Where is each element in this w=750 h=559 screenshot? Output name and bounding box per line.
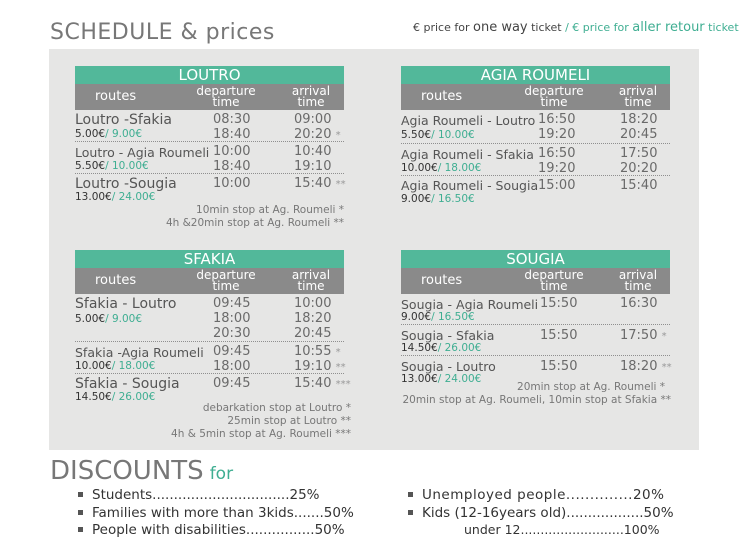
price-legend [413, 20, 739, 35]
table-columns [75, 268, 344, 294]
arrival-time: 17:50 [620, 146, 658, 161]
col-routes: routes [421, 273, 463, 288]
col-arrival: arrival time [291, 84, 331, 109]
table-row [75, 174, 344, 206]
footnote: 20min stop at Ag. Roumeli * [517, 381, 665, 393]
route-name: Sougia - Loutro [401, 359, 496, 374]
route-name: Sougia - Sfakia [401, 328, 495, 343]
table-columns [75, 84, 344, 110]
departure-time: 20:30 [213, 326, 251, 341]
route-name: Loutro -Sfakia [75, 112, 172, 128]
discount-item: Kids (12-16years old)..................50% [408, 505, 674, 521]
bullet-icon [78, 527, 83, 532]
route-price: 10.00€/ 18.00€ [75, 360, 156, 372]
arrival-time: 15:40 [620, 178, 658, 193]
discount-item: Unemployed people..............20% [408, 487, 664, 503]
col-arrival: arrival time [618, 84, 658, 109]
legend-return: € price for aller retour ticket [572, 20, 739, 35]
discount-item: Students................................25% [78, 487, 320, 503]
departure-time: 10:00 [213, 144, 251, 159]
footnote: 4h &20min stop at Ag. Roumeli ** [165, 217, 344, 229]
route-price: 9.00€/ 16.50€ [401, 311, 475, 323]
legend-one-way: € price for one way ticket [413, 20, 566, 35]
table-row [75, 294, 344, 342]
table-row [401, 144, 670, 176]
bullet-icon [78, 492, 83, 497]
route-name: Sfakia - Sougia [75, 376, 180, 392]
legend-separator: / [565, 21, 573, 34]
arrival-time: 18:20 [620, 112, 658, 127]
arrival-time: 18:20 [294, 311, 332, 326]
arrival-time: 20:20 [620, 161, 658, 176]
col-routes: routes [95, 273, 137, 288]
discounts-title: DISCOUNTS for [50, 456, 234, 486]
route-price: 9.00€/ 16.50€ [401, 193, 475, 205]
route-name: Agia Roumeli - Sougia [401, 178, 539, 193]
departure-time: 16:50 [538, 146, 576, 161]
arrival-time: 19:10 ** [294, 359, 346, 374]
table-row [401, 176, 670, 208]
table-title: SOUGIA [401, 250, 670, 268]
departure-time: 18:00 [213, 359, 251, 374]
table-loutro [75, 66, 344, 206]
departure-time: 15:00 [538, 178, 576, 193]
route-price: 13.00€/ 24.00€ [401, 373, 482, 385]
page-title: SCHEDULE & prices [50, 20, 275, 45]
arrival-time: 20:45 [294, 326, 332, 341]
table-row [75, 342, 344, 374]
departure-time: 09:45 [213, 376, 251, 391]
route-price: 5.50€/ 10.00€ [401, 129, 475, 141]
col-departure: departure time [524, 84, 584, 109]
departure-time: 18:40 [213, 127, 251, 142]
route-name: Sougia - Agia Roumeli [401, 297, 539, 312]
route-price: 14.50€/ 26.00€ [75, 391, 156, 403]
arrival-time: 10:40 [294, 144, 332, 159]
table-title: LOUTRO [75, 66, 344, 84]
arrival-time: 16:30 [620, 296, 658, 311]
route-price: 14.50€/ 26.00€ [401, 342, 482, 354]
table-row [75, 110, 344, 142]
route-name: Agia Roumeli - Sfakia [401, 147, 534, 162]
col-departure: departure time [524, 268, 584, 293]
departure-time: 18:40 [213, 159, 251, 174]
route-price: 10.00€/ 18.00€ [401, 162, 482, 174]
table-row [75, 142, 344, 174]
discount-item: Families with more than 3kids.......50% [78, 505, 354, 521]
route-price: 5.50€/ 10.00€ [75, 160, 149, 172]
table-title: AGIA ROUMELI [401, 66, 670, 84]
col-arrival: arrival time [291, 268, 331, 293]
departure-time: 09:45 [213, 296, 251, 311]
arrival-time: 20:20 * [294, 127, 341, 142]
route-name: Sfakia -Agia Roumeli [75, 345, 204, 360]
route-price: 5.00€/ 9.00€ [75, 313, 142, 325]
table-title: SFAKIA [75, 250, 344, 268]
route-name: Loutro - Agia Roumeli [75, 145, 210, 160]
departure-time: 16:50 [538, 112, 576, 127]
table-sfakia [75, 250, 351, 406]
col-departure: departure time [196, 84, 256, 109]
departure-time: 08:30 [213, 112, 251, 127]
table-columns [401, 84, 670, 110]
discount-item: People with disabilities................50% [78, 522, 345, 538]
col-routes: routes [421, 89, 463, 104]
table-row [401, 325, 670, 356]
route-price: 13.00€/ 24.00€ [75, 191, 156, 203]
route-name: Loutro -Sougia [75, 176, 177, 192]
bullet-icon [408, 510, 413, 515]
arrival-time: 10:55 * [294, 344, 341, 359]
arrival-time: 10:00 [294, 296, 332, 311]
arrival-time: 20:45 [620, 127, 658, 142]
footnote: debarkation stop at Loutro * [202, 402, 351, 414]
arrival-time: 15:40 ** [294, 176, 346, 191]
departure-time: 19:20 [538, 127, 576, 142]
arrival-time: 19:10 [294, 159, 332, 174]
departure-time: 15:50 [540, 296, 578, 311]
bullet-icon [78, 510, 83, 515]
table-agia-roumeli [401, 66, 670, 208]
table-row [401, 110, 670, 144]
route-price: 5.00€/ 9.00€ [75, 128, 142, 140]
table-row [401, 294, 670, 325]
arrival-time: 09:00 [294, 112, 332, 127]
route-name: Agia Roumeli - Loutro [401, 113, 536, 128]
departure-time: 09:45 [213, 344, 251, 359]
footnote: 10min stop at Ag. Roumeli * [196, 204, 344, 216]
bullet-icon [408, 492, 413, 497]
arrival-time: 15:40 *** [294, 376, 351, 391]
col-arrival: arrival time [618, 268, 658, 293]
departure-time: 18:00 [213, 311, 251, 326]
table-sougia [401, 250, 670, 386]
departure-time: 15:50 [540, 328, 578, 343]
departure-time: 10:00 [213, 176, 251, 191]
footnote: 25min stop at Loutro ** [227, 415, 351, 427]
route-name: Sfakia - Loutro [75, 296, 177, 312]
departure-time: 15:50 [540, 359, 578, 374]
departure-time: 19:20 [538, 161, 576, 176]
discount-subitem: under 12..........................100% [464, 522, 660, 537]
arrival-time: 18:20 ** [620, 359, 672, 374]
table-columns [401, 268, 670, 294]
arrival-time: 17:50 * [620, 328, 667, 343]
col-routes: routes [95, 89, 137, 104]
footnote: 20min stop at Ag. Roumeli, 10min stop at Sfakia ** [402, 394, 671, 406]
col-departure: departure time [196, 268, 256, 293]
footnote: 4h & 5min stop at Ag. Roumeli *** [171, 428, 351, 440]
